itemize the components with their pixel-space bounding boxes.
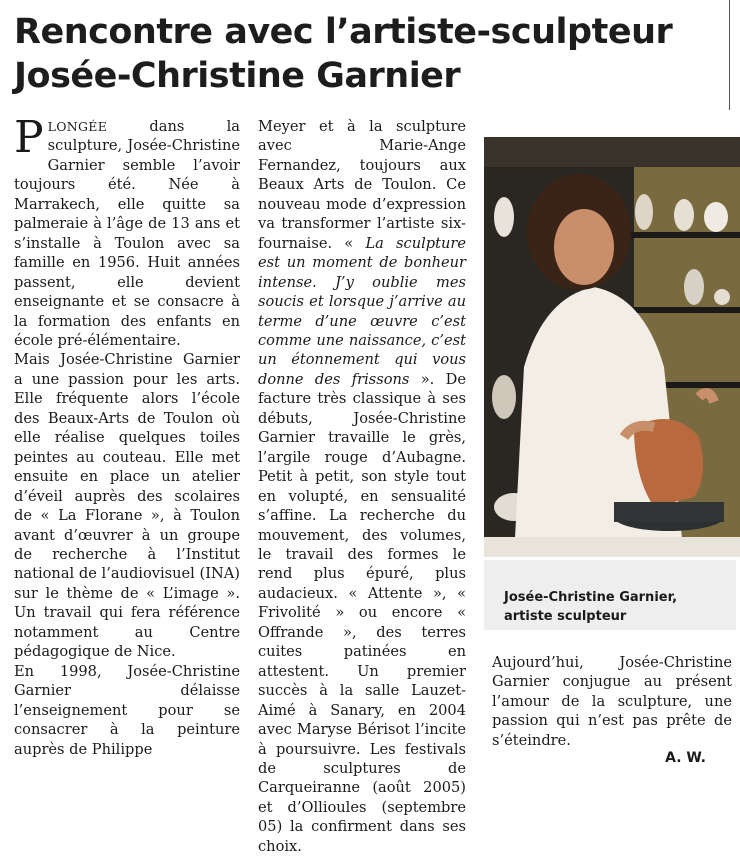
column-3: [492, 653, 732, 750]
statuette-1: [635, 194, 653, 230]
lead-word: LONGÉE: [47, 119, 108, 134]
column-2: [258, 117, 466, 856]
shelf-2: [624, 307, 740, 313]
shelf-1: [624, 232, 740, 238]
paragraph-4-text-a: Meyer et à la sculpture avec Marie-Ange Fernandez, toujours aux Beaux Arts de Toulon. Ce nouveau mode d’expression va transformer l’artiste six-fournaise. «: [258, 118, 466, 252]
turntable-base: [614, 502, 724, 522]
column-rule: [729, 0, 730, 110]
statuette-3: [704, 202, 728, 232]
statuette-6: [492, 375, 516, 419]
shelf-top: [484, 137, 740, 167]
statuette-left: [494, 197, 514, 237]
photo-caption: [484, 560, 736, 630]
statuette-2: [674, 199, 694, 231]
caption-line-2: artiste sculpteur: [504, 609, 627, 624]
quote-italic: La sculpture est un moment de bonheur intense. J’y oublie mes soucis et lorsque j’arrive au terme d’une œuvre c’est comme une naissance, c’est un étonnement qui vous donne des frissons: [258, 234, 466, 388]
paragraph-2: Mais Josée-Christine Garnier a une passion pour les arts. Elle fréquente alors l’école des Beaux-Arts de Toulon où elle réalise quelques toiles peintes au couteau. Elle met ensuite en place un atelier d’éveil auprès des scolaires de « La Florane », à Toulon avant d’œuvrer à un groupe de recherche à l’Institut national de l’audiovisuel (INA) sur le thème de « L’image ». Un travail qui fera référence notamment au Centre pédagogique de Nice.: [14, 351, 240, 661]
paragraph-4: [258, 117, 466, 856]
column-1: [14, 112, 240, 759]
statuette-4: [684, 269, 704, 305]
statuette-5: [714, 289, 730, 305]
table-edge: [484, 537, 740, 557]
paragraph-3: En 1998, Josée-Christine Garnier délaisse l’enseignement pour se consacrer à la peinture auprès de Philippe: [14, 662, 240, 758]
title-line-2: Josée-Christine Garnier: [14, 56, 461, 96]
article-title: [14, 10, 672, 98]
paragraph-4-text-b: ». De facture très classique à ses débuts, Josée-Christine Garnier travaille le grès, l’argile rouge d’Aubagne. Petit à petit, son style tout en volupté, en sensualité s’affine. La recherche du mouvement, des volumes, le travail des formes le rend plus épuré, plus audacieux. « Attente », « Frivolité » ou encore « Offrande », des terres cuites patinées en attestent. Un premier succès à la salle Lauzet-Aimé à Sanary, en 2004 avec Maryse Bérisot l’incite à poursuivre. Les festivals de sculptures de Carqueiranne (août 2005) et d’Ollioules (septembre 05) la confirment dans ses choix.: [258, 370, 466, 855]
caption-text: [504, 588, 677, 626]
title-line-1: Rencontre avec l’artiste-sculpteur: [14, 12, 673, 52]
sculptor-photo-illustration: [484, 137, 740, 557]
paragraph-1: [14, 112, 240, 350]
article-photo: [484, 137, 740, 557]
face: [554, 209, 614, 285]
caption-line-1: Josée-Christine Garnier,: [504, 590, 678, 605]
author-signature: A. W.: [665, 750, 706, 766]
drop-cap: P: [14, 112, 44, 163]
paragraph-1-text: dans la sculpture, Josée-Christine Garnier semble l’avoir toujours été. Née à Marrakech, elle quitte sa palmeraie à l’âge de 13 ans et s’installe à Toulon avec sa famille en 1956. Huit années passent, elle devient enseignante et se consacre à la formation des enfants en école pré-élémentaire.: [14, 118, 240, 349]
paragraph-5: Aujourd’hui, Josée-Christine Garnier conjugue au présent l’amour de la sculpture, une passion qui n’est pas prête de s’éteindre.: [492, 654, 732, 749]
